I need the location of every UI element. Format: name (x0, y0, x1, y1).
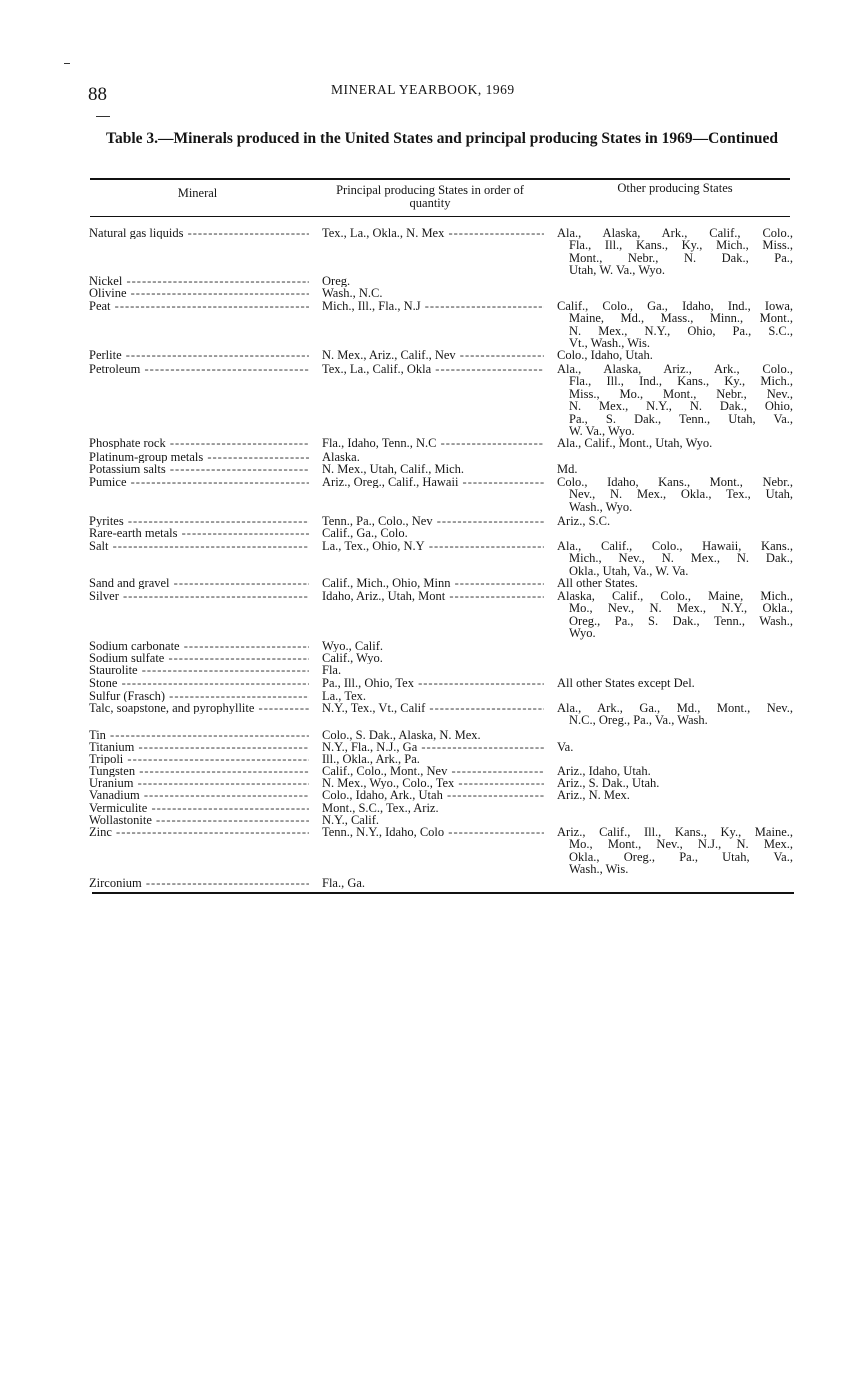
other-states-line: Alaska, Calif., Colo., Maine, Mich., (557, 589, 793, 603)
other-states-cell (557, 363, 793, 437)
column-header-mineral: Mineral (177, 186, 218, 200)
column-header-other: Other producing States (617, 181, 733, 195)
mineral-cell: Sodium carbonate ----- (89, 640, 309, 652)
mineral-cell: Vanadium ----- (89, 789, 309, 801)
table-bottom-rule (92, 892, 794, 894)
other-states-cell (557, 577, 793, 589)
other-states-line: Ala., Alaska, Ark., Calif., Colo., (557, 226, 793, 240)
mineral-cell: Talc, soapstone, and pyrophyllite ----- (89, 702, 309, 714)
other-states-line: Ariz., S. Dak., Utah. (557, 776, 660, 790)
principal-states-cell: Pa., Ill., Ohio, Tex ----- (322, 677, 544, 689)
page-number: 88 (88, 84, 107, 105)
other-states-line: Okla., Oreg., Pa., Utah, Va., (569, 849, 793, 864)
mineral-cell: Phosphate rock ----- (89, 437, 309, 449)
other-states-line: Pa., S. Dak., Tenn., Utah, Va., (569, 411, 793, 426)
other-states-cell (557, 300, 793, 350)
mineral-cell: Nickel ----- (89, 275, 309, 287)
mineral-cell: Stone ----- (89, 677, 309, 689)
mineral-cell: Tripoli ----- (89, 753, 309, 765)
mineral-cell: Peat ----- (89, 300, 309, 312)
mineral-cell: Natural gas liquids ----- (89, 227, 309, 239)
principal-states-cell: Idaho, Ariz., Utah, Mont ----- (322, 590, 544, 602)
principal-states-cell: Wyo., Calif. (322, 640, 384, 653)
other-states-line: Ala., Calif., Colo., Hawaii, Kans., (557, 539, 793, 553)
principal-states-cell: N.Y., Tex., Vt., Calif ----- (322, 702, 544, 714)
principal-states-cell: La., Tex. (322, 690, 367, 703)
mineral-cell: Platinum-group metals ----- (89, 451, 309, 463)
other-states-line: N. Mex., N.Y., N. Dak., Ohio, (569, 399, 793, 414)
principal-states-cell: Tex., La., Okla., N. Mex ----- (322, 227, 544, 239)
other-states-cell (557, 476, 793, 513)
other-states-line: Maine, Md., Mass., Minn., Mont., (569, 311, 793, 326)
mineral-cell: Petroleum ----- (89, 363, 309, 375)
other-states-line: Vt., Wash., Wis. (569, 336, 651, 351)
principal-states-cell: Tenn., N.Y., Idaho, Colo ----- (322, 826, 544, 838)
principal-states-cell: Calif., Colo., Mont., Nev ----- (322, 765, 544, 777)
principal-states-cell: N. Mex., Utah, Calif., Mich. (322, 463, 464, 476)
other-states-line: Fla., Ill., Kans., Ky., Mich., Miss., (569, 238, 793, 253)
other-states-line: Okla., Utah, Va., W. Va. (569, 563, 689, 578)
mineral-cell: Pumice ----- (89, 476, 309, 488)
principal-states-cell: Wash., N.C. (322, 287, 383, 300)
mineral-cell: Vermiculite ----- (89, 802, 309, 814)
mineral-cell: Pyrites ----- (89, 515, 309, 527)
mineral-cell: Rare-earth metals ----- (89, 527, 309, 539)
other-states-line: Colo., Idaho, Kans., Mont., Nebr., (557, 475, 793, 489)
principal-states-cell: La., Tex., Ohio, N.Y ----- (322, 540, 544, 552)
principal-states-cell: Fla. (322, 664, 342, 677)
principal-states-cell: Mont., S.C., Tex., Ariz. (322, 802, 439, 815)
principal-states-cell: N.Y., Calif. (322, 814, 380, 827)
other-states-line: Colo., Idaho, Utah. (557, 348, 653, 362)
column-header-principal: Principal producing States in order of quantity (336, 183, 524, 210)
other-states-line: Ala., Calif., Mont., Utah, Wyo. (557, 436, 713, 450)
other-states-line: Ariz., S.C. (557, 514, 611, 528)
other-states-line: Va. (557, 740, 574, 754)
principal-states-cell: Fla., Idaho, Tenn., N.C ----- (322, 437, 544, 449)
other-states-cell (557, 741, 793, 753)
principal-states-cell: Tex., La., Calif., Okla ----- (322, 363, 544, 375)
principal-states-cell: N. Mex., Ariz., Calif., Nev ----- (322, 349, 544, 361)
other-states-cell (557, 826, 793, 876)
mineral-cell: Salt ----- (89, 540, 309, 552)
header-rule (90, 216, 790, 217)
principal-states-cell: Calif., Mich., Ohio, Minn ----- (322, 577, 544, 589)
other-states-line: Mich., Nev., N. Mex., N. Dak., (569, 551, 793, 566)
running-head: MINERAL YEARBOOK, 1969 (331, 82, 515, 97)
other-states-line: Fla., Ill., Ind., Kans., Ky., Mich., (569, 374, 793, 389)
mineral-cell: Titanium ----- (89, 741, 309, 753)
other-states-cell (557, 540, 793, 577)
principal-states-cell: N. Mex., Wyo., Colo., Tex ----- (322, 777, 544, 789)
principal-states-cell: Oreg. (322, 275, 351, 288)
other-states-line: N. Mex., N.Y., Ohio, Pa., S.C., (569, 323, 793, 338)
scan-mark (96, 116, 110, 117)
mineral-cell: Tin ----- (89, 729, 309, 741)
other-states-line: Mo., Nev., N. Mex., N.Y., Okla., (569, 601, 793, 616)
mineral-cell: Sulfur (Frasch) ----- (89, 690, 309, 702)
other-states-line: Wash., Wis. (569, 862, 629, 877)
other-states-line: Ala., Ark., Ga., Md., Mont., Nev., (557, 701, 793, 715)
scan-mark (64, 63, 70, 64)
other-states-cell (557, 437, 793, 449)
other-states-line: Miss., Mo., Mont., Nebr., Nev., (569, 386, 793, 401)
principal-states-cell: Fla., Ga. (322, 877, 366, 890)
other-states-line: Ariz., Calif., Ill., Kans., Ky., Maine., (557, 825, 793, 839)
other-states-cell (557, 227, 793, 277)
principal-states-cell: Ill., Okla., Ark., Pa. (322, 753, 420, 766)
principal-states-cell: Calif., Wyo. (322, 652, 383, 665)
mineral-cell: Tungsten ----- (89, 765, 309, 777)
principal-states-cell: Mich., Ill., Fla., N.J ----- (322, 300, 544, 312)
other-states-cell (557, 789, 793, 801)
other-states-line: Ala., Alaska, Ariz., Ark., Colo., (557, 362, 793, 376)
principal-states-cell: Colo., S. Dak., Alaska, N. Mex. (322, 729, 481, 742)
principal-states-cell: Tenn., Pa., Colo., Nev ----- (322, 515, 544, 527)
mineral-cell: Potassium salts ----- (89, 463, 309, 475)
mineral-cell: Sand and gravel ----- (89, 577, 309, 589)
mineral-cell: Sodium sulfate ----- (89, 652, 309, 664)
other-states-cell (557, 349, 793, 361)
table-caption: Table 3.—Minerals produced in the United States and principal producing States in 1969—Continued (106, 130, 778, 147)
other-states-line: All other States except Del. (557, 676, 695, 690)
other-states-line: Oreg., Pa., S. Dak., Tenn., Wash., (569, 613, 793, 628)
other-states-line: Mo., Mont., Nev., N.J., N. Mex., (569, 837, 793, 852)
mineral-cell: Perlite ----- (89, 349, 309, 361)
mineral-cell: Uranium ----- (89, 777, 309, 789)
other-states-line: Nev., N. Mex., Okla., Tex., Utah, (569, 487, 793, 502)
principal-states-cell: Alaska. (322, 451, 360, 464)
other-states-line: Ariz., Idaho, Utah. (557, 764, 651, 778)
other-states-cell (557, 463, 793, 475)
other-states-line: All other States. (557, 576, 638, 590)
mineral-cell: Olivine ----- (89, 287, 309, 299)
other-states-line: Utah, W. Va., Wyo. (569, 263, 666, 278)
principal-states-cell: Ariz., Oreg., Calif., Hawaii ----- (322, 476, 544, 488)
principal-states-cell: Calif., Ga., Colo. (322, 527, 408, 540)
other-states-line: Mont., Nebr., N. Dak., Pa., (569, 250, 793, 265)
principal-states-cell: Colo., Idaho, Ark., Utah ----- (322, 789, 544, 801)
other-states-cell (557, 590, 793, 640)
other-states-line: Calif., Colo., Ga., Idaho, Ind., Iowa, (557, 299, 793, 313)
principal-states-cell: N.Y., Fla., N.J., Ga ----- (322, 741, 544, 753)
other-states-line: N.C., Oreg., Pa., Va., Wash. (569, 713, 708, 728)
other-states-cell (557, 702, 793, 727)
other-states-cell (557, 515, 793, 527)
mineral-cell: Zinc ----- (89, 826, 309, 838)
other-states-line: Wyo. (569, 626, 596, 641)
mineral-cell: Silver ----- (89, 590, 309, 602)
other-states-cell (557, 677, 793, 689)
other-states-line: Ariz., N. Mex. (557, 788, 630, 802)
other-states-line: Md. (557, 462, 578, 476)
other-states-line: Wash., Wyo. (569, 499, 633, 514)
mineral-cell: Zirconium ----- (89, 877, 309, 889)
mineral-cell: Wollastonite ----- (89, 814, 309, 826)
table-top-rule (90, 178, 790, 180)
other-states-line: W. Va., Wyo. (569, 424, 635, 439)
mineral-cell: Staurolite ----- (89, 664, 309, 676)
